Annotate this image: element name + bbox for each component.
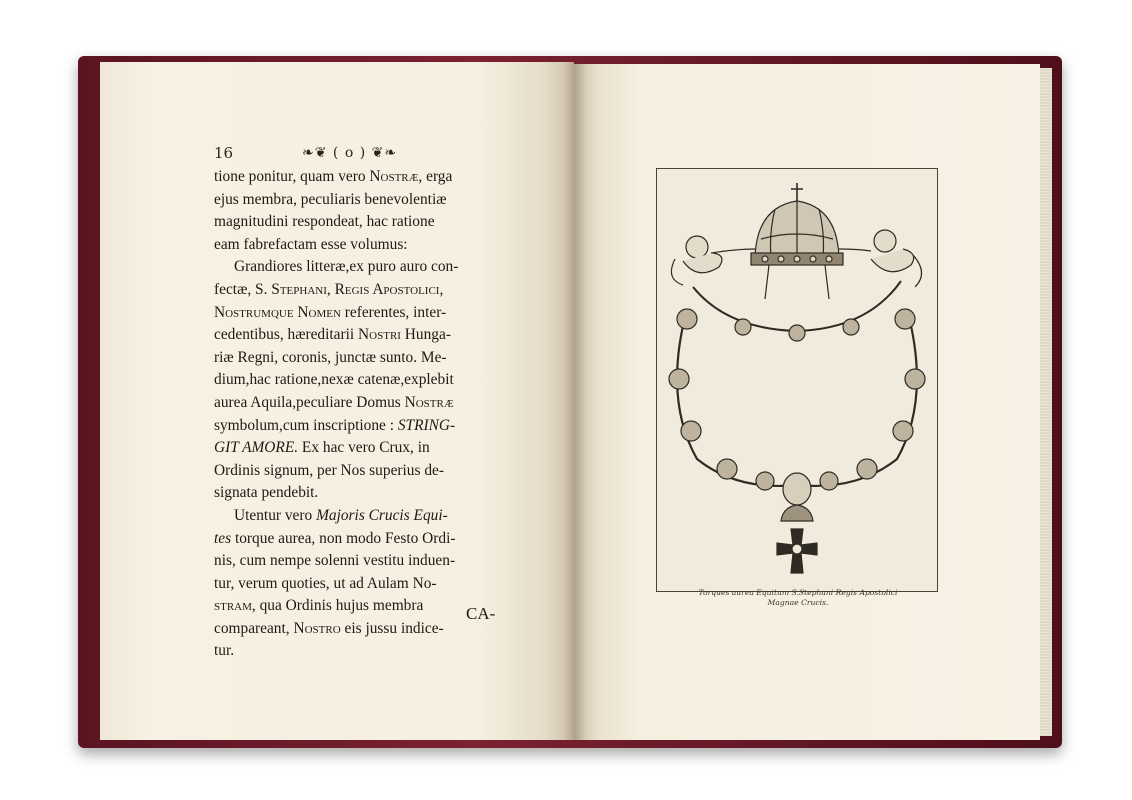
ornament-header: ❧❦ ( o ) ❦❧ bbox=[302, 145, 398, 161]
small-caps-run: Nostrumque Nomen bbox=[214, 303, 341, 321]
text-run: cedentibus, hæreditarii bbox=[214, 326, 359, 344]
small-caps-run: Stephani bbox=[271, 280, 327, 298]
text-line bbox=[214, 369, 514, 392]
text-line bbox=[214, 279, 514, 302]
cherub-right-icon bbox=[839, 230, 922, 287]
text-run: nis, cum nempe solenni vestitu induen- bbox=[214, 552, 456, 570]
text-run: Hunga- bbox=[400, 326, 451, 344]
text-line bbox=[214, 256, 514, 279]
italic-run: STRING- bbox=[397, 416, 456, 434]
text-line bbox=[214, 324, 514, 347]
catchword: CA- bbox=[466, 604, 496, 623]
text-line bbox=[214, 234, 514, 257]
text-run: riæ Regni, coronis, junctæ sunto. Me- bbox=[214, 348, 447, 366]
text-run: Utentur vero bbox=[234, 506, 317, 524]
text-run: , qua Ordinis hujus membra bbox=[251, 597, 424, 615]
page-number: 16 bbox=[214, 144, 234, 162]
order-cross-icon bbox=[777, 529, 817, 573]
cherub-left-icon bbox=[671, 236, 755, 285]
text-run: fectæ, S. bbox=[214, 280, 272, 298]
text-run: tur, verum quoties, ut ad Aulam No- bbox=[214, 574, 437, 592]
text-run: compareant, bbox=[214, 619, 294, 637]
page-header bbox=[214, 144, 504, 166]
collar-crowns bbox=[669, 309, 925, 490]
collar-illustration bbox=[657, 169, 937, 591]
text-run: , bbox=[326, 280, 335, 298]
text-run: dium,hac ratione,nexæ catenæ,explebit bbox=[214, 371, 454, 389]
holy-crown-icon bbox=[751, 183, 843, 299]
text-run: Ex hac vero Crux, in bbox=[298, 439, 430, 457]
text-run: symbolum,cum inscriptione : bbox=[214, 416, 398, 434]
text-run: , erga bbox=[418, 168, 453, 185]
text-line bbox=[214, 528, 514, 551]
text-line bbox=[214, 550, 514, 573]
small-caps-run: Nostro bbox=[293, 619, 341, 637]
text-line bbox=[214, 573, 514, 596]
text-run: ejus membra, peculiaris benevolentiæ bbox=[214, 190, 447, 208]
small-caps-run: Nostræ bbox=[404, 393, 454, 411]
small-caps-run: Nostræ bbox=[369, 168, 419, 185]
text-line bbox=[214, 640, 514, 663]
text-line bbox=[214, 505, 514, 528]
text-line bbox=[214, 415, 514, 438]
italic-run: GIT AMORE. bbox=[214, 439, 299, 457]
text-run: signata pendebit. bbox=[214, 484, 319, 502]
text-run: referentes, inter- bbox=[340, 303, 447, 321]
text-run: , bbox=[439, 280, 444, 298]
text-run: tur. bbox=[214, 642, 235, 660]
text-run: aurea Aquila,peculiare Domus bbox=[214, 393, 405, 411]
text-run: tione ponitur, quam vero bbox=[214, 168, 370, 185]
engraved-plate bbox=[656, 168, 938, 592]
text-line bbox=[214, 302, 514, 325]
medallion-icon bbox=[783, 473, 811, 505]
small-caps-run: Nostri bbox=[358, 326, 401, 344]
italic-run: tes bbox=[214, 529, 232, 547]
book-gutter bbox=[564, 62, 586, 740]
text-run: eis jussu indice- bbox=[340, 619, 444, 637]
body-text bbox=[214, 166, 514, 663]
text-line bbox=[214, 482, 514, 505]
text-run: Grandiores litteræ,ex puro auro con- bbox=[234, 258, 459, 276]
text-run: torque aurea, non modo Festo Ordi- bbox=[231, 529, 456, 547]
text-run: Ordinis signum, per Nos superius de- bbox=[214, 461, 444, 479]
text-line bbox=[214, 460, 514, 483]
caption-line-1: Torques aurea Equitum S.Stephani Regis Apostolici bbox=[698, 588, 898, 597]
plate-caption bbox=[664, 588, 932, 608]
italic-run: Majoris Crucis Equi- bbox=[316, 506, 448, 524]
text-line bbox=[214, 189, 514, 212]
text-run: eam fabrefactam esse volumus: bbox=[214, 235, 408, 253]
text-line bbox=[214, 392, 514, 415]
page-fore-edge bbox=[1038, 68, 1052, 736]
pendant-crown-icon bbox=[781, 505, 813, 521]
caption-line-2: Magnae Crucis. bbox=[767, 598, 829, 607]
text-line bbox=[214, 347, 514, 370]
small-caps-run: stram bbox=[214, 597, 252, 615]
text-line bbox=[214, 166, 514, 189]
text-line bbox=[214, 437, 514, 460]
small-caps-run: Regis Apostolici bbox=[334, 280, 440, 298]
text-line bbox=[214, 211, 514, 234]
text-run: magnitudini respondeat, hac ratione bbox=[214, 213, 435, 231]
